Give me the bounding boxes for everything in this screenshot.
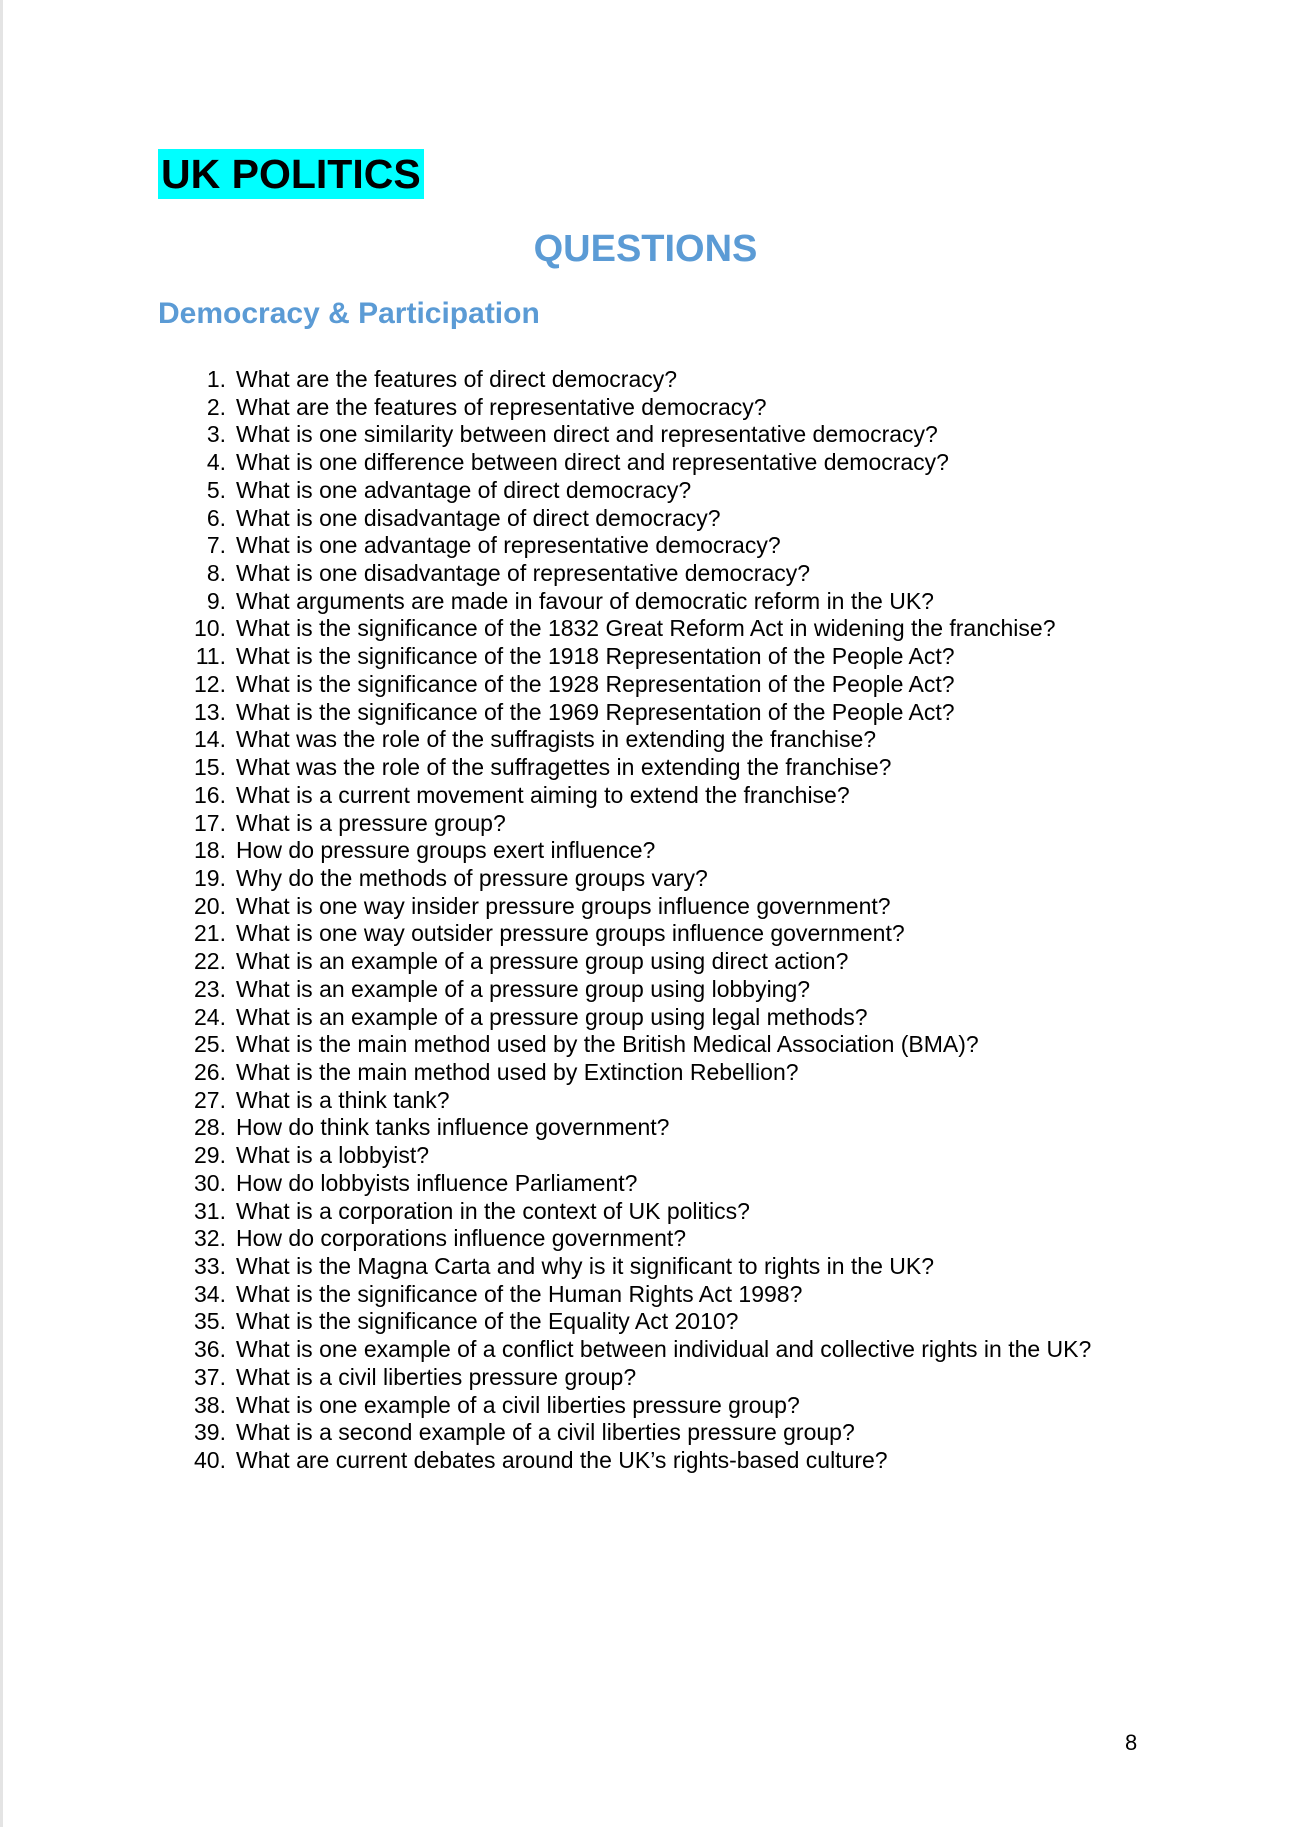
question-text: What is the Magna Carta and why is it significant to rights in the UK?: [236, 1253, 934, 1279]
question-item: [190, 837, 1091, 865]
question-number: 24.: [194, 1003, 226, 1030]
question-item: [190, 1419, 1091, 1447]
question-number: 8.: [206, 560, 226, 587]
question-item: [190, 394, 1091, 422]
question-item: [190, 560, 1091, 588]
question-number: 25.: [194, 1031, 226, 1058]
question-text: What is one way insider pressure groups influence government?: [236, 892, 891, 919]
question-text: What is the significance of the 1832 Great Reform Act in widening the franchise?: [236, 615, 1056, 642]
question-text: What is a think tank?: [236, 1086, 450, 1113]
question-text: What is the significance of the 1928 Representation of the People Act?: [236, 670, 955, 697]
question-number: 7.: [206, 532, 226, 559]
question-number: 33.: [194, 1253, 226, 1279]
question-number: 10.: [194, 615, 226, 642]
question-number: 12.: [194, 670, 226, 697]
question-number: 27.: [194, 1086, 226, 1113]
question-text: What are the features of representative democracy?: [236, 393, 767, 420]
question-item: [190, 1087, 1091, 1115]
question-text: Why do the methods of pressure groups vary?: [236, 864, 708, 891]
question-number: 6.: [206, 504, 226, 531]
question-number: 19.: [194, 864, 226, 891]
question-text: What is the significance of the 1918 Representation of the People Act?: [236, 643, 955, 670]
question-item: [190, 782, 1091, 810]
question-item: [190, 726, 1091, 754]
question-text: What is an example of a pressure group using lobbying?: [236, 975, 811, 1002]
question-text: What is the main method used by Extinction Rebellion?: [236, 1058, 799, 1085]
question-item: [190, 1308, 1091, 1336]
question-number: 38.: [194, 1391, 226, 1418]
question-item: [190, 1170, 1091, 1198]
question-item: [190, 1281, 1091, 1309]
question-item: [190, 366, 1091, 394]
question-number: 28.: [194, 1114, 226, 1141]
question-text: What is a pressure group?: [236, 809, 506, 836]
question-item: [190, 1225, 1091, 1253]
question-text: What is the significance of the 1969 Representation of the People Act?: [236, 698, 955, 725]
question-text: What is one example of a conflict between individual and collective rights in the UK?: [236, 1336, 1092, 1363]
question-item: [190, 477, 1091, 505]
question-item: [190, 615, 1091, 643]
question-item: [190, 449, 1091, 477]
question-item: [190, 1336, 1091, 1364]
question-text: What was the role of the suffragettes in extending the franchise?: [236, 754, 892, 781]
question-text: What is one difference between direct and representative democracy?: [236, 449, 949, 476]
question-item: [190, 976, 1091, 1004]
question-number: 4.: [206, 449, 226, 476]
question-item: [190, 1004, 1091, 1032]
question-item: [190, 532, 1091, 560]
question-item: [190, 1447, 1091, 1475]
question-item: [190, 1142, 1091, 1170]
question-text: What are the features of direct democracy?: [236, 366, 678, 392]
question-number: 14.: [194, 726, 226, 753]
question-number: 18.: [194, 837, 226, 864]
page-edge: [0, 0, 3, 1827]
question-item: [190, 920, 1091, 948]
question-number: 36.: [194, 1336, 226, 1363]
question-number: 16.: [194, 781, 226, 808]
question-number: 22.: [194, 948, 226, 975]
question-text: What are current debates around the UK’s rights-based culture?: [236, 1447, 888, 1474]
question-number: 35.: [194, 1308, 226, 1335]
question-number: 5.: [206, 476, 226, 503]
question-item: [190, 1198, 1091, 1226]
question-number: 32.: [194, 1225, 226, 1252]
question-item: [190, 505, 1091, 533]
question-text: What is the main method used by the British Medical Association (BMA)?: [236, 1031, 979, 1058]
question-text: How do corporations influence government?: [236, 1225, 687, 1252]
question-text: What is a civil liberties pressure group?: [236, 1363, 637, 1390]
question-item: [190, 893, 1091, 921]
question-text: What is one way outsider pressure groups influence government?: [236, 920, 905, 947]
question-number: 39.: [194, 1419, 226, 1446]
question-text: What is a second example of a civil liberties pressure group?: [236, 1419, 855, 1446]
question-text: What is a current movement aiming to extend the franchise?: [236, 781, 850, 808]
question-item: [190, 865, 1091, 893]
question-number: 17.: [194, 809, 226, 836]
question-number: 9.: [206, 587, 226, 614]
question-text: What is the significance of the Human Rights Act 1998?: [236, 1280, 803, 1307]
question-number: 34.: [194, 1280, 226, 1307]
question-number: 13.: [194, 698, 226, 725]
section-heading: Democracy & Participation: [158, 297, 540, 330]
question-list: [190, 366, 1091, 1475]
question-text: What arguments are made in favour of democratic reform in the UK?: [236, 587, 934, 614]
question-number: 3.: [206, 421, 226, 448]
question-text: How do think tanks influence government?: [236, 1114, 670, 1141]
question-number: 23.: [194, 975, 226, 1002]
question-number: 40.: [194, 1447, 226, 1474]
question-text: What was the role of the suffragists in extending the franchise?: [236, 726, 877, 753]
question-text: What is one advantage of direct democracy?: [236, 476, 692, 503]
question-number: 26.: [194, 1058, 226, 1085]
question-item: [190, 1114, 1091, 1142]
question-item: [190, 421, 1091, 449]
document-title: UK POLITICS: [158, 149, 424, 199]
question-text: How do lobbyists influence Parliament?: [236, 1169, 638, 1196]
question-number: 37.: [194, 1363, 226, 1390]
question-text: What is one advantage of representative democracy?: [236, 532, 781, 559]
question-text: What is a lobbyist?: [236, 1142, 430, 1169]
question-number: 30.: [194, 1169, 226, 1196]
question-item: [190, 948, 1091, 976]
question-number: 20.: [194, 892, 226, 919]
question-text: What is one example of a civil liberties pressure group?: [236, 1391, 800, 1418]
question-text: What is the significance of the Equality Act 2010?: [236, 1308, 739, 1335]
question-item: [190, 1392, 1091, 1420]
question-number: 29.: [194, 1142, 226, 1169]
question-item: [190, 588, 1091, 616]
question-item: [190, 1364, 1091, 1392]
questions-heading: QUESTIONS: [533, 228, 758, 270]
question-item: [190, 810, 1091, 838]
question-text: What is one disadvantage of direct democracy?: [236, 504, 721, 531]
question-item: [190, 671, 1091, 699]
question-number: 15.: [194, 754, 226, 781]
question-number: 21.: [194, 920, 226, 947]
question-item: [190, 1031, 1091, 1059]
question-item: [190, 1059, 1091, 1087]
question-item: [190, 1253, 1091, 1281]
question-text: What is one similarity between direct and representative democracy?: [236, 421, 938, 448]
question-number: 31.: [194, 1197, 226, 1224]
question-text: How do pressure groups exert influence?: [236, 837, 656, 864]
question-text: What is an example of a pressure group using direct action?: [236, 948, 849, 975]
page-number: 8: [1125, 1730, 1138, 1755]
question-number: 11.: [195, 643, 226, 670]
question-number: 1.: [206, 366, 226, 392]
question-item: [190, 754, 1091, 782]
question-number: 2.: [206, 393, 226, 420]
question-item: [190, 699, 1091, 727]
question-item: [190, 643, 1091, 671]
question-text: What is a corporation in the context of UK politics?: [236, 1197, 750, 1224]
question-text: What is one disadvantage of representative democracy?: [236, 560, 811, 587]
question-text: What is an example of a pressure group using legal methods?: [236, 1003, 868, 1030]
